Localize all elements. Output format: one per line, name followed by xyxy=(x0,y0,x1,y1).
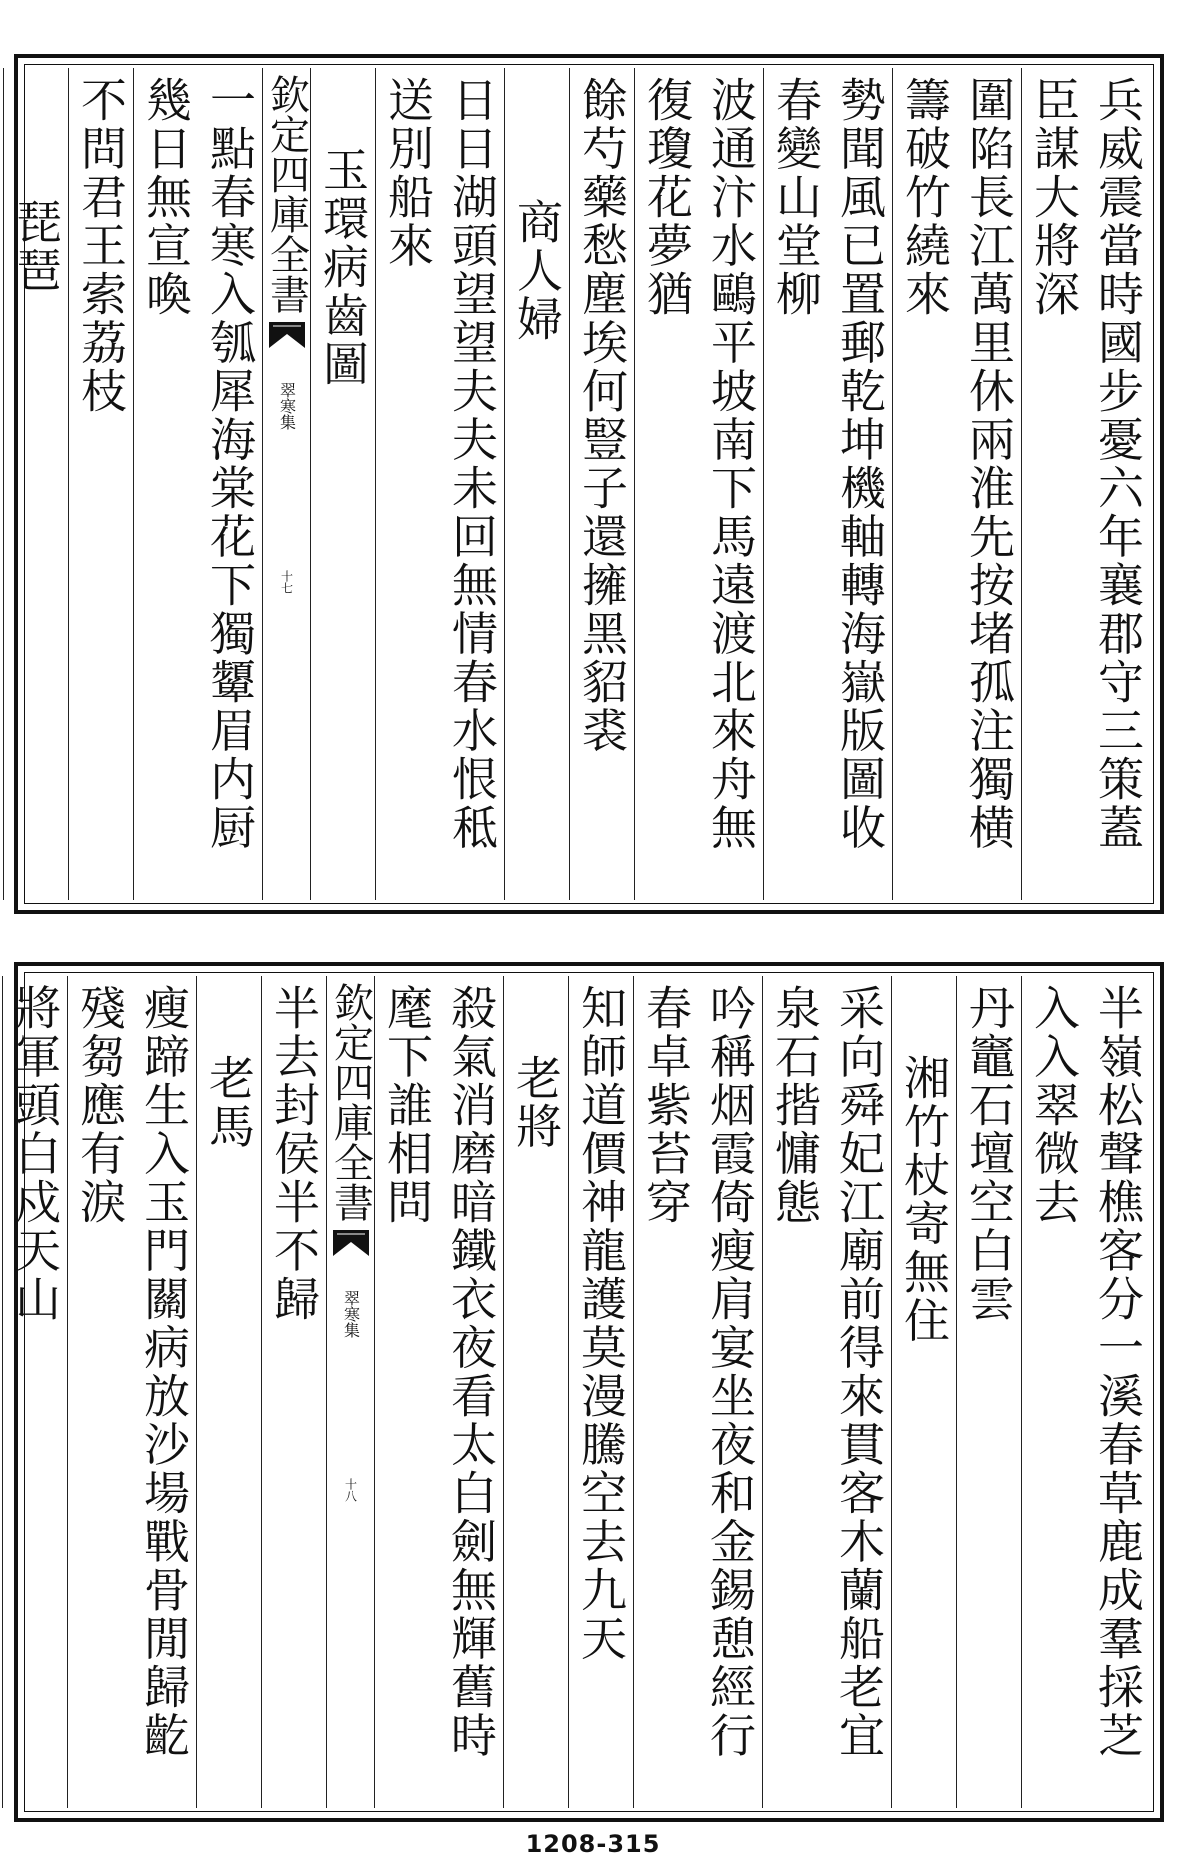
text-column: 波通汴水鷗平坡南下馬遠渡北來舟無復瓊花夢猶 xyxy=(634,68,763,900)
text-column: 日日湖頭望望夫夫未回無情春水恨秪送別船來 xyxy=(375,68,504,900)
text-column xyxy=(0,68,3,900)
text-column: 半去封侯半不歸 xyxy=(261,976,326,1808)
margin-collection-title: 欽定四庫全書 xyxy=(327,982,374,1222)
poem-title: 老將 xyxy=(503,976,568,1808)
fish-tail-mark-icon xyxy=(333,1230,369,1256)
margin-book-title: 翠寒集 xyxy=(341,1290,361,1338)
top-page-panel xyxy=(9,54,1164,914)
bottom-text-columns xyxy=(8,976,1150,1808)
text-column: 將軍頭白戍天山 xyxy=(2,976,67,1808)
text-column: 勢聞風已置郵乾坤機軸轉海嶽版圖收春變山堂柳 xyxy=(763,68,892,900)
top-text-columns xyxy=(9,68,1150,900)
poem-title: 商人婦 xyxy=(504,68,569,900)
text-column: 丹竈石壇空白雲 xyxy=(956,976,1021,1808)
margin-book-title: 翠寒集 xyxy=(277,382,297,430)
text-column: 吟稱烟霞倚瘦肩宴坐夜和金錫憩經行春卓紫苔穿 xyxy=(633,976,762,1808)
text-column: 知師道價神龍護莫漫騰空去九天 xyxy=(568,976,633,1808)
page-code: 1208-315 xyxy=(525,1830,661,1858)
text-column: 瘦蹄生入玉門關病放沙場戰骨閒歸齕殘芻應有淚 xyxy=(67,976,196,1808)
fish-tail-mark-icon xyxy=(269,322,305,348)
text-column: 餘芍藥愁塵埃何豎子還擁黑貂裘 xyxy=(569,68,634,900)
text-column: 殺氣消磨暗鐵衣夜看太白劍無輝舊時麾下誰相問 xyxy=(374,976,503,1808)
text-column: 兵威震當時國步憂六年襄郡守三策蓋臣謀大將深 xyxy=(1021,68,1150,900)
center-margin-strip xyxy=(326,976,374,1808)
bottom-page-panel xyxy=(8,962,1164,1822)
poem-title: 湘竹杖寄無住 xyxy=(891,976,956,1808)
poem-title: 琵琶 xyxy=(3,68,68,900)
text-column: 采向舜妃江廟前得來貫客木蘭船老宜泉石揩慵態 xyxy=(762,976,891,1808)
poem-title: 玉環病齒圖 xyxy=(310,68,375,900)
text-column: 一點春寒入瓠犀海棠花下獨顰眉内厨幾日無宣喚 xyxy=(133,68,262,900)
text-column: 圍陷長江萬里休兩淮先按堵孤注獨横籌破竹繞來 xyxy=(892,68,1021,900)
poem-title xyxy=(0,976,2,1808)
margin-page-number: 十七 xyxy=(279,570,294,594)
poem-title: 老馬 xyxy=(196,976,261,1808)
text-column: 半嶺松聲樵客分一溪春草鹿成羣採芝入入翠微去 xyxy=(1021,976,1150,1808)
center-margin-strip xyxy=(262,68,310,900)
margin-collection-title: 欽定四庫全書 xyxy=(263,74,310,314)
text-column: 不問君王索荔枝 xyxy=(68,68,133,900)
margin-page-number: 十八 xyxy=(343,1478,358,1502)
